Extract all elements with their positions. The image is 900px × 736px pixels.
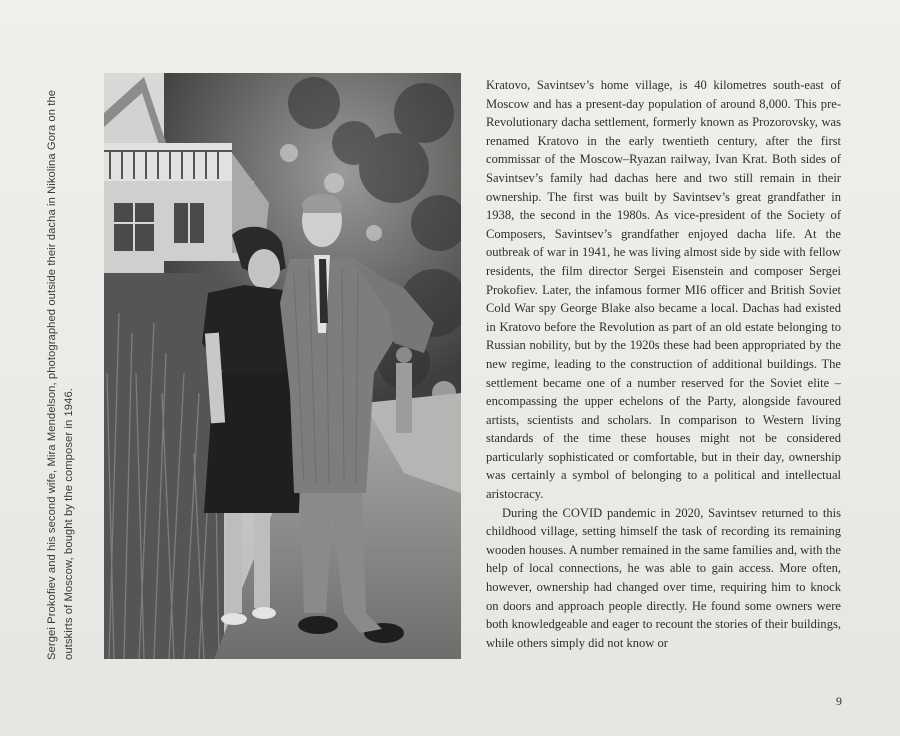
historical-photograph bbox=[104, 73, 461, 659]
paragraph-1: Kratovo, Savintsev’s home village, is 40 kilometres south-east of Moscow and has a present-day population of around 8,000. This pre-Revolutionary dacha settlement, formerly known as Prozorovsky, was renamed Kratovo in the early twentieth century, after the first commissar of the Moscow–Ryazan railway, Ivan Krat. Both sides of Savintsev’s family had dachas here and two still remain in their ownership. The first was built by Savintsev’s great grandfather in 1938, the second in the 1980s. As vice-president of the Society of Composers, Savintsev’s grandfather enjoyed dacha life. At the outbreak of war in 1941, he was living almost side by side with fellow residents, the film director Sergei Eisenstein and composer Sergei Prokofiev. Later, the infamous former MI6 officer and British Soviet Cold War spy George Blake also became a local. Dachas had existed in Kratovo before the Revolution as part of an old estate belonging to Russian nobility, but by the 1920s these had been appropriated by the new regime, leading to the construction of additional buildings. The settlement became one of a number reserved for the Soviet elite – encompassing the upper echelons of the Party, alongside favoured artists, scientists and scholars. In comparison to Western living standards of the time these houses might not be considered particularly sophisticated or comfortable, but in their day, ownership was certainly a symbol of belonging to a political and intellectual aristocracy. bbox=[486, 78, 841, 502]
photograph-illustration bbox=[104, 73, 461, 659]
page-number: 9 bbox=[836, 694, 842, 708]
paragraph-2: During the COVID pandemic in 2020, Savintsev returned to this childhood village, setting himself the task of recording its remaining wooden houses. A number remained in the same families and, with the help of local connections, he was able to gain access. More often, however, ownership had changed over time, requiring him to knock on doors and approach people directly. He found some owners were both knowledgeable and eager to recount the stories of their buildings, while others simply did not know or bbox=[486, 505, 841, 650]
caption-line-2: outskirts of Moscow, bought by the composer in 1946. bbox=[63, 388, 75, 660]
caption-line-1: Sergei Prokofiev and his second wife, Mira Mendelson, photographed outside their dacha in Nikolina Gora on the bbox=[46, 89, 58, 660]
body-text bbox=[486, 76, 841, 652]
photo-caption bbox=[44, 60, 78, 660]
